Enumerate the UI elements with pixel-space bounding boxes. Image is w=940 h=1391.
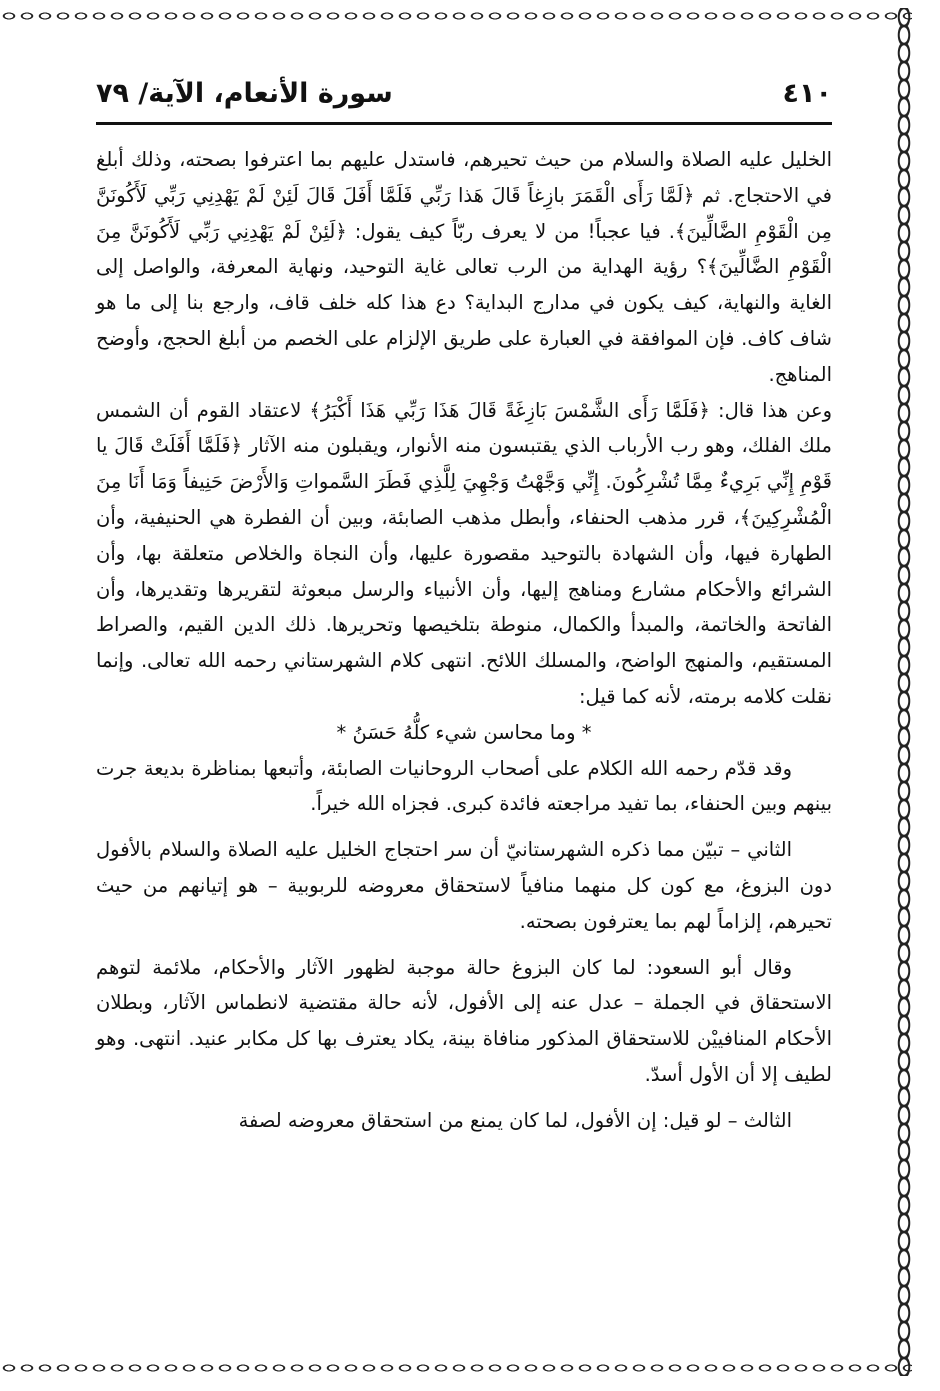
paragraph-6: الثالث – لو قيل: إن الأفول، لما كان يمنع من استحقاق معروضه لصفة — [238, 1108, 792, 1132]
running-header — [96, 68, 832, 118]
paragraph-5: وقال أبو السعود: لما كان البزوغ حالة موجبة لظهور الآثار والأحكام، ملائمة لتوهم الاستحقاق في الجملة – عدل عنه إلى الأفول، لأنه حالة مقتضية لانطماس الآثار، وبطلان الأحكام المنافييْن للاستحقاق المذكور منافاة بينة، يكاد يعترف بها كل مكابر عنيد. انتهى. وهو لطيف إلا أن الأول أسدّ. — [96, 955, 832, 1086]
page-number: ٤١٠ — [782, 77, 832, 109]
paragraph-1: الخليل عليه الصلاة والسلام من حيث تحيرهم، فاستدل عليهم بما اعترفوا بصحته، وذلك أبلغ في الاحتجاج. ثم ﴿لَمَّا رَأَى الْقَمَرَ بازِغاً قَالَ هَذا رَبِّي فَلَمَّا أَفَلَ قَالَ لَئِنْ لَمْ يَهْدِنِي رَبِّي لَأَكُونَنَّ مِن الْقَوْمِ الضَّالِّينَ﴾. فيا عجباً! من لا يعرف ربّاً كيف يقول: ﴿لَئِنْ لَمْ يَهْدِنِي رَبِّي لَأَكُونَنَّ مِنَ الْقَوْمِ الضَّالِّينَ﴾؟ رؤية الهداية من الرب تعالى غاية التوحيد، ونهاية المعرفة، والواصل إلى الغاية والنهاية، كيف يكون في مدارج البداية؟ دع هذا كله خلف قاف، وارجع بنا إلى ما هو شاف كاف. فإن الموافقة في العبارة على طريق الإلزام على الخصم من أبلغ الحجج، وأوضح المناهج. — [96, 148, 832, 386]
surah-title: سورة الأنعام، الآية/ ٧٩ — [96, 77, 393, 109]
paragraph-2: وعن هذا قال: ﴿فَلَمَّا رَأَى الشَّمْسَ بَازِغَةً قَالَ هَذَا رَبِّي هَذَا أَكْبَرُ﴾ لاعتقاد القوم أن الشمس ملك الفلك، وهو رب الأرباب الذي يقتبسون منه الأنوار، ويقبلون منه الآثار ﴿فَلَمَّا أَفَلَتْ قَالَ يا قَوْمِ إِنِّي بَرِيءٌ مِمَّا تُشْرِكُونَ. إِنِّي وَجَّهْتُ وَجْهِيَ لِلَّذِي فَطَرَ السَّمواتِ وَالأَرْضَ حَنِيفاً وَمَا أَنَا مِنَ الْمُشْرِكِينَ﴾، قرر مذهب الحنفاء، وأبطل مذهب الصابئة، وبين أن الفطرة هي الحنيفية، وأن الطهارة فيها، وأن الشهادة بالتوحيد مقصورة عليها، وأن النجاة والخلاص متعلقة بها، وأن الشرائع والأحكام مشارع ومناهج إليها، وأن الأنبياء والرسل مبعوثة لتقريرها وتقديرها، وأن الفاتحة والخاتمة، والمبدأ والكمال، منوطة بتلخيصها وتحريرها. ذلك الدين القيم، والصراط المستقيم، والمنهج الواضح، والمسلك اللائح. انتهى كلام الشهرستاني رحمه الله تعالى. وإنما نقلت كلامه برمته، لأنه كما قيل: — [96, 398, 832, 708]
page-body — [96, 142, 832, 1139]
decorative-border-bottom — [0, 1360, 912, 1376]
decorative-border-right — [896, 8, 912, 1376]
header-rule — [96, 122, 832, 125]
decorative-border-top — [0, 8, 912, 24]
verse-line: * وما محاسن شيء كلُّهُ حَسَنُ * — [336, 720, 592, 744]
paragraph-4: الثاني – تبيّن مما ذكره الشهرستانيّ أن سر احتجاج الخليل عليه الصلاة والسلام بالأفول دون البزوغ، مع كون كل منهما منافياً لاستحقاق معروضه للربوبية – هو إتيانهم من حيث تحيرهم، إلزاماً لهم بما يعترفون بصحته. — [96, 838, 832, 933]
paragraph-3: وقد قدّم رحمه الله الكلام على أصحاب الروحانيات الصابئة، وأتبعها بمناظرة بديعة جرت بينهم وبين الحنفاء، بما تفيد مراجعته فائدة كبرى. فجزاه الله خيراً. — [96, 756, 832, 816]
